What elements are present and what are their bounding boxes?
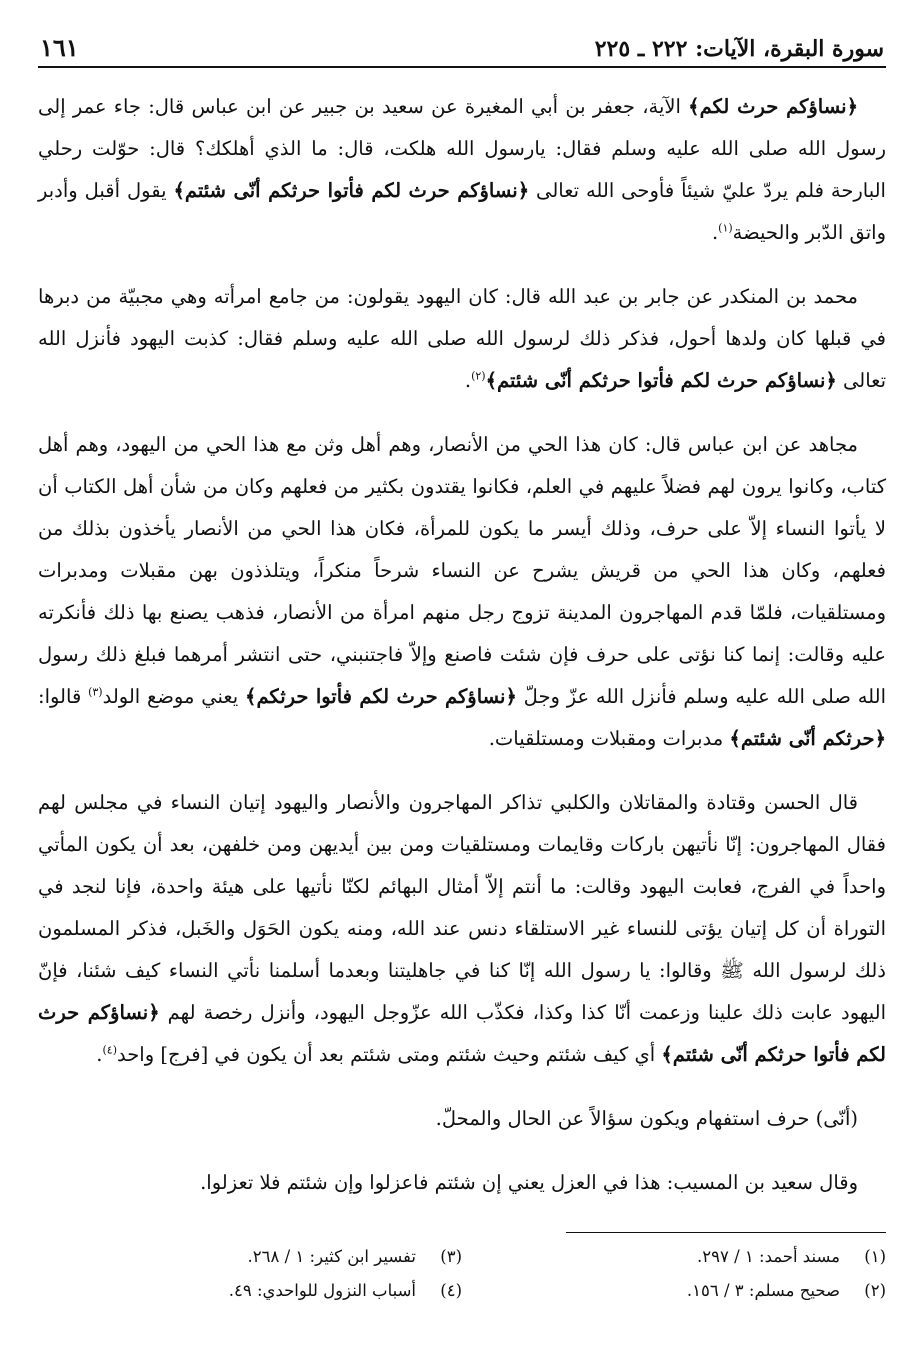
footnote-ref: (٤) — [102, 1043, 118, 1057]
paragraph-text: . — [96, 1043, 103, 1066]
footnote-text: أسباب النزول للواحدي: ٤٩. — [228, 1281, 416, 1300]
footnote-number: (٢) — [864, 1281, 886, 1300]
quran-quote: ﴿نساؤكم حرث لكم﴾ — [688, 95, 858, 118]
footnote-text: تفسير ابن كثير: ١ / ٢٦٨. — [247, 1247, 416, 1266]
paragraph-text: وقال سعيد بن المسيب: هذا في العزل يعني إن شئتم فاعزلوا وإن شئتم فلا تعزلوا. — [200, 1171, 858, 1194]
paragraph-text: مجاهد عن ابن عباس قال: كان هذا الحي من الأنصار، وهم أهل وثن مع هذا الحي من اليهود، وهم أهل كتاب، وكانوا يرون لهم فضلاً عليهم في العلم، فكانوا يقتدون بكثير من فعلهم وكان من شأن أهل الكتاب أن لا يأتوا النساء إلاّ على حرف، وذلك أيسر ما يكون للمرأة، فكان هذا الحي من الأنصار يأخذون بذلك من فعلهم، وكان هذا الحي من قريش يشرح عن النساء شرحاً منكراً، ويتلذذون بهن مقبلات ومدبرات ومستلقيات، فلمّا قدم المهاجرون المدينة تزوج رجل منهم امرأة من الأنصار، فذهب يصنع بها ذلك فأنكرته عليه وقالت: إنما كنا نؤتى على حرف فإن شئت فاصنع وإلاّ فاجتنبني، حتى انتشر أمرهما فبلغ ذلك رسول الله صلى الله عليه وسلم فأنزل الله عزّ وجلّ — [38, 433, 886, 708]
quran-quote: ﴿نساؤكم حرث لكم فأتوا حرثكم أنّى شئتم﴾ — [485, 369, 837, 392]
paragraph-text: قال الحسن وقتادة والمقاتلان والكلبي تذاكر المهاجرون والأنصار واليهود إتيان النساء في مجلس لهم فقال المهاجرون: إنّا نأتيهن باركات وقايمات ومستلقيات ومن بين أيديهن ومن خلفهن، بعد أن يكون المأتي واحداً في الفرج، فعابت اليهود وقالت: ما أنتم إلاّ أمثال البهائم لكنّا نأتيها على هيئة واحدة، فإنا لنجد في التوراة أن كل إتيان يؤتى للنساء غير الاستلقاء دنس عند الله، ومنه يكون الحَوَل والخَبل، فذكر المسلمون ذلك لرسول الله ﷺ وقالوا: يا رسول الله إنّا كنا في جاهليتنا وبعدما أسلمنا نأتي النساء كيف شئنا، فإنّ اليهود عابت ذلك علينا وزعمت أنّا كذا وكذا، فكذّب الله عزّوجل اليهود، وأنزل رخصة لهم — [38, 791, 886, 1024]
quran-quote: ﴿حرثكم أنّى شئتم﴾ — [729, 727, 886, 750]
footnote — [38, 1279, 462, 1303]
footnote-text: مسند أحمد: ١ / ٢٩٧. — [696, 1247, 840, 1266]
paragraph-text: قالوا: — [38, 685, 89, 708]
paragraph — [38, 1098, 886, 1140]
paragraph-text: يقول أقبل وأدبر واتق الدّبر والحيضة — [38, 179, 886, 244]
paragraph — [38, 1162, 886, 1204]
footnote-separator — [566, 1232, 886, 1233]
paragraph-text: . — [464, 369, 472, 392]
footnote — [462, 1245, 886, 1269]
paragraph-text: الآية، جعفر بن أبي المغيرة عن سعيد بن جبير عن ابن عباس قال: جاء عمر إلى رسول الله صلى الله عليه وسلم فقال: يارسول الله هلكت، قال: ما الذي أهلكك؟ قال: حوّلت رحلي البارحة فلم يردّ عليّ شيئاً فأوحى الله تعالى — [38, 95, 886, 202]
footnote-ref: (٣) — [88, 685, 103, 699]
book-page — [38, 22, 886, 1352]
footnote-text: صحيح مسلم: ٣ / ١٥٦. — [686, 1281, 840, 1300]
paragraph-text: يعني موضع الولد — [102, 685, 246, 708]
paragraph-text: (أنّى) حرف استفهام ويكون سؤالاً عن الحال والمحلّ. — [435, 1107, 858, 1130]
quran-quote: ﴿نساؤكم حرث لكم فأتوا حرثكم﴾ — [245, 685, 517, 708]
paragraph — [38, 424, 886, 760]
paragraph — [38, 276, 886, 402]
footnote — [38, 1245, 462, 1269]
paragraph-text: . — [711, 221, 719, 244]
paragraph-text: محمد بن المنكدر عن جابر بن عبد الله قال: كان اليهود يقولون: من جامع امرأته وهي مجبيّة من دبرها في قبلها كان ولدها أحول، فذكر ذلك لرسول الله صلى الله عليه وسلم فقال: كذبت اليهود فأنزل الله تعالى — [38, 285, 886, 392]
footnote-number: (٤) — [440, 1281, 462, 1300]
paragraph — [38, 782, 886, 1076]
footnote-number: (٣) — [440, 1247, 462, 1266]
chapter-title: سورة البقرة، الآيات: ٢٢٢ ـ ٢٢٥ — [594, 36, 884, 62]
page-number: ١٦١ — [40, 33, 79, 62]
page-header — [38, 22, 886, 68]
quran-quote: ﴿نساؤكم حرث لكم فأتوا حرثكم أنّى شئتم﴾ — [38, 1001, 886, 1066]
footnote-ref: (١) — [718, 221, 733, 235]
paragraph — [38, 86, 886, 254]
footnote-ref: (٢) — [471, 369, 486, 383]
paragraph-text: أي كيف شئتم وحيث شئتم ومتى شئتم بعد أن يكون في [فرج] واحد — [117, 1043, 662, 1066]
footnote — [462, 1279, 886, 1303]
paragraph-text: مدبرات ومقبلات ومستلقيات. — [488, 727, 730, 750]
footnotes — [38, 1245, 886, 1303]
page-body — [38, 68, 886, 1204]
footnote-number: (١) — [864, 1247, 886, 1266]
quran-quote: ﴿نساؤكم حرث لكم فأتوا حرثكم أنّى شئتم﴾ — [173, 179, 530, 202]
